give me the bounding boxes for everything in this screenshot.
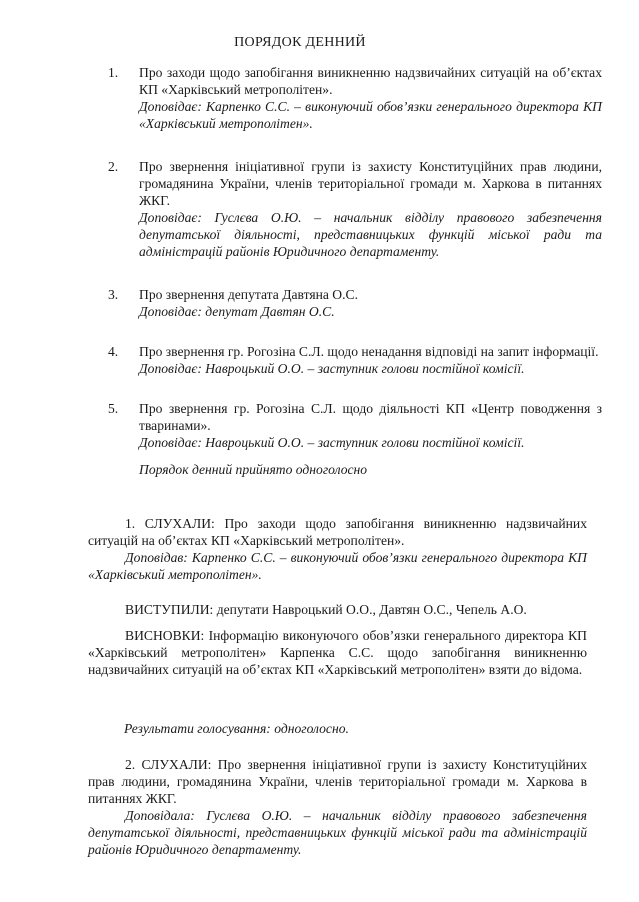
agenda-item-1 (108, 64, 602, 132)
agenda-item-text: Про звернення депутата Давтяна О.С. (139, 287, 358, 302)
agenda-item-number: 1. (108, 65, 119, 80)
agenda-item-number: 3. (108, 287, 119, 302)
agenda-item-number: 5. (108, 401, 119, 416)
item1-speaker: Доповідав: Карпенко С.С. – виконуючий обов’язки генерального директора КП «Харківський метрополітен». (88, 550, 587, 582)
agenda-item-text: Про звернення ініціативної групи із захисту Конституційних прав людини, громадянина України, членів територіальної громади м. Харкова в питаннях ЖКГ. (139, 159, 602, 208)
agenda-item-4 (108, 343, 602, 377)
item2-heard: 2. СЛУХАЛИ: Про звернення ініціативної групи із захисту Конституційних прав людини, громадянина України, членів територіальної громади м. Харкова в питаннях ЖКГ. (88, 757, 587, 806)
agenda-list (108, 64, 602, 477)
agenda-item-text: Про звернення гр. Рогозіна С.Л. щодо ненадання відповіді на запит інформації. (139, 344, 599, 359)
agenda-item-speaker: Доповідає: депутат Давтян О.С. (139, 304, 335, 319)
agenda-item-speaker: Доповідає: Навроцький О.О. – заступник голови постійної комісії. (139, 361, 525, 376)
item1-conclusions: ВИСНОВКИ: Інформацію виконуючого обов’язки генерального директора КП «Харківський метрополітен» Карпенка С.С. щодо запобігання виникненню надзвичайних ситуацій на об’єктах КП «Харківський метрополітен» взяти до відома. (88, 628, 587, 677)
agenda-item-number: 2. (108, 159, 119, 174)
page-title: ПОРЯДОК ДЕННИЙ (234, 35, 366, 50)
agenda-item-speaker: Доповідає: Карпенко С.С. – виконуючий обов’язки генерального директора КП «Харківський метрополітен». (139, 99, 602, 131)
item1-spoke: ВИСТУПИЛИ: депутати Навроцький О.О., Давтян О.С., Чепель А.О. (125, 602, 527, 617)
agenda-item-text: Про звернення гр. Рогозіна С.Л. щодо діяльності КП «Центр поводження з тваринами». (139, 401, 602, 433)
agenda-item-speaker: Доповідає: Гуслєва О.Ю. – начальник відділу правового забезпечення депутатської діяльності, представницьких функцій міської ради та адміністрацій районів Юридичного департаменту. (139, 210, 602, 259)
item2-speaker: Доповідала: Гуслєва О.Ю. – начальник відділу правового забезпечення депутатської діяльності, представницьких функцій міської ради та адміністрацій районів Юридичного департаменту. (88, 808, 587, 857)
agenda-item-speaker: Доповідає: Навроцький О.О. – заступник голови постійної комісії. (139, 435, 525, 450)
item1-heard: 1. СЛУХАЛИ: Про заходи щодо запобігання виникненню надзвичайних ситуацій на об’єктах КП «Харківський метрополітен». (88, 516, 587, 548)
agenda-item-2 (108, 158, 602, 260)
agenda-item-5 (108, 400, 602, 451)
agenda-item-number: 4. (108, 344, 119, 359)
agenda-item-text: Про заходи щодо запобігання виникненню надзвичайних ситуацій на об’єктах КП «Харківський метрополітен». (139, 65, 602, 97)
agenda-adopted-note: Порядок денний прийнято одноголосно (139, 462, 368, 477)
item1-vote-result: Результати голосування: одноголосно. (124, 721, 349, 736)
agenda-item-3 (108, 286, 602, 320)
